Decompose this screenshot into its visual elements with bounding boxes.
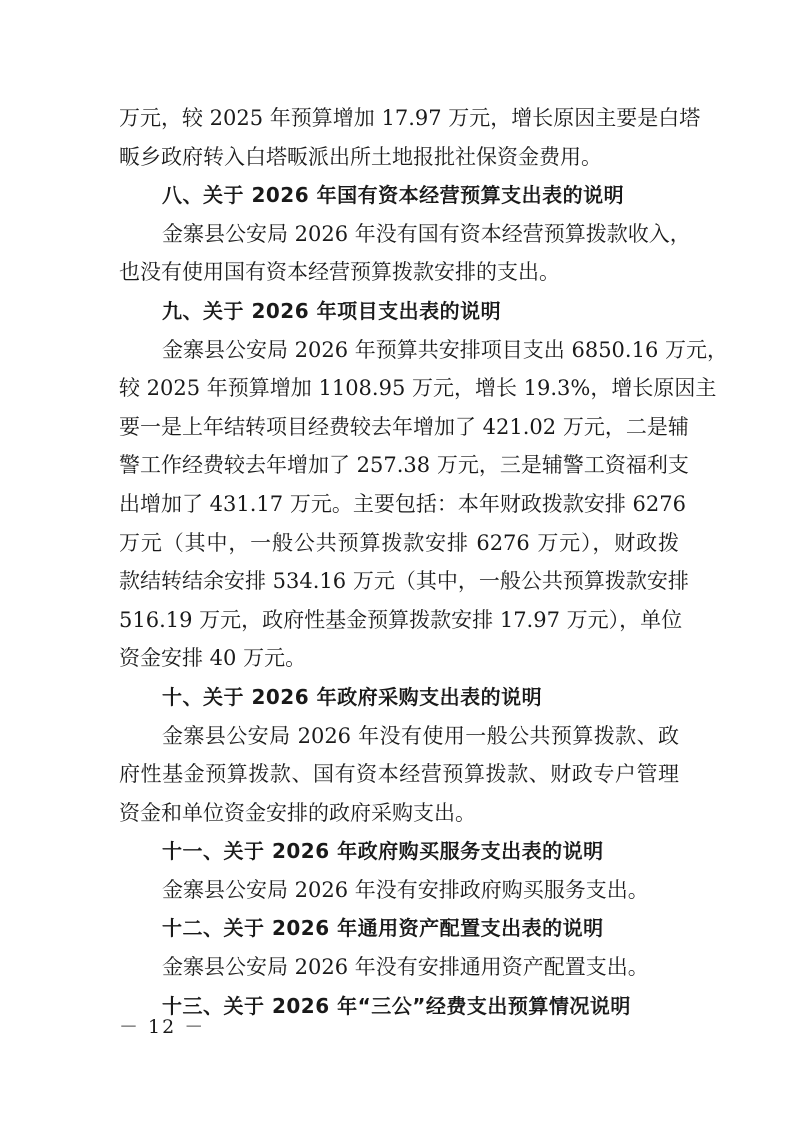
section-heading-13: 十三、关于 2026 年“三公”经费支出预算情况说明 (162, 993, 631, 1018)
body-line: 金寨县公安局 2026 年预算共安排项目支出 6850.16 万元， (162, 337, 728, 362)
body-line: 金寨县公安局 2026 年没有使用一般公共预算拨款、政 (162, 723, 679, 748)
section-heading-9: 九、关于 2026 年项目支出表的说明 (162, 298, 502, 323)
body-line: 要一是上年结转项目经费较去年增加了 421.02 万元，二是辅 (119, 414, 689, 439)
body-line: 金寨县公安局 2026 年没有安排通用资产配置支出。 (162, 955, 649, 980)
body-line: 金寨县公安局 2026 年没有安排政府购买服务支出。 (162, 877, 649, 902)
body-line: 金寨县公安局 2026 年没有国有资本经营预算拨款收入， (162, 221, 691, 246)
section-heading-11: 十一、关于 2026 年政府购买服务支出表的说明 (162, 839, 604, 864)
body-line: 畈乡政府转入白塔畈派出所土地报批社保资金费用。 (119, 144, 602, 169)
body-line: 府性基金预算拨款、国有资本经营预算拨款、财政专户管理 (119, 762, 679, 787)
body-line: 516.19 万元，政府性基金预算拨款安排 17.97 万元），单位 (119, 607, 683, 632)
body-line: 资金安排 40 万元。 (119, 646, 307, 671)
section-heading-12: 十二、关于 2026 年通用资产配置支出表的说明 (162, 916, 604, 941)
body-line: 款结转结余安排 534.16 万元（其中，一般公共预算拨款安排 (119, 569, 689, 594)
body-line: 万元（其中，一般公共预算拨款安排 6276 万元），财政拨 (119, 530, 679, 555)
document-body (119, 99, 728, 1025)
body-line: 警工作经费较去年增加了 257.38 万元，三是辅警工资福利支 (119, 453, 689, 478)
body-line: 资金和单位资金安排的政府采购支出。 (119, 800, 476, 825)
body-line: 较 2025 年预算增加 1108.95 万元，增长 19.3%，增长原因主 (119, 376, 717, 401)
section-heading-10: 十、关于 2026 年政府采购支出表的说明 (162, 684, 543, 709)
section-heading-8: 八、关于 2026 年国有资本经营预算支出表的说明 (162, 183, 625, 208)
body-line: 也没有使用国有资本经营预算拨款安排的支出。 (119, 260, 560, 285)
body-line: 万元，较 2025 年预算增加 17.97 万元，增长原因主要是白塔 (119, 106, 701, 130)
page-number: － 12 － (119, 1016, 206, 1038)
body-line: 出增加了 431.17 万元。主要包括：本年财政拨款安排 6276 (119, 491, 686, 516)
